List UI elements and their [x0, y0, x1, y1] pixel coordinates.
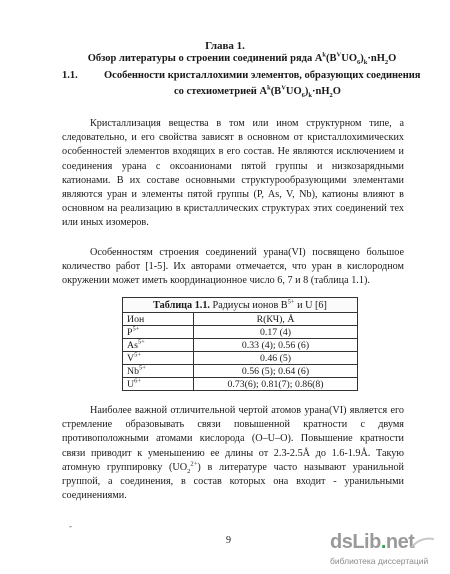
dslib-subtitle: библиотека диссертаций	[330, 556, 429, 566]
section-title-line1: Особенности кристаллохимии элементов, образующих соединения	[104, 70, 421, 81]
chapter-heading: Глава 1.	[205, 40, 245, 52]
logo-swoosh-icon	[410, 533, 440, 553]
table-row	[123, 378, 358, 391]
table-grid	[122, 312, 358, 391]
paragraph-uranyl-group: Наиболее важной отличительной чертой атомов урана(VI) является его стремление образовывать связи повышенной кратности с двумя противоположными атомами кислорода (O–U–O). Повышение кратности связи приводит к уменьшению ее длины от 2.3-2.5Å до 1.6-1.9Å. Такую атомную группировку $(UO_2^{2+})$ в литературе часто называют уранильной группой, а соединения, в состав которых она входит - уранильными соединениями.	[62, 405, 404, 502]
col-radius-header: R(КЧ), Å	[194, 313, 358, 326]
radius-cell: 0.33 (4); 0.56 (6)	[194, 339, 358, 352]
table-row	[123, 352, 358, 365]
col-ion-header: Ион	[123, 313, 194, 326]
ion-radii-table	[122, 297, 358, 391]
ion-cell: $P^{5+}$	[123, 326, 194, 339]
table-header-row	[123, 313, 358, 326]
paragraph-uranium-compounds: Особенностям строения соединений урана(VI) посвящено большое количество работ [1-5]. Их авторами отмечается, что уран в кислородном окружении может иметь координационное число 6, 7 и 8 (таблица 1.1).	[62, 247, 404, 287]
chapter-title: Обзор литературы о строении соединений ряда $A^k(B^VUO_6)_k\cdot nH_2O$	[87, 51, 397, 67]
radius-cell: 0.46 (5)	[194, 352, 358, 365]
radius-cell: 0.56 (5); 0.64 (6)	[194, 365, 358, 378]
ion-cell: $V^{5+}$	[123, 352, 194, 365]
section-number: 1.1.	[62, 70, 78, 81]
section-title-line2: со стехиометрией $A^k(B^VUO_6)_k\cdot nH_2O$	[174, 84, 341, 100]
page-number: 9	[226, 535, 231, 546]
table-row	[123, 365, 358, 378]
dslib-watermark	[330, 529, 448, 569]
radius-cell: 0.17 (4)	[194, 326, 358, 339]
ion-cell: $As^{5+}$	[123, 339, 194, 352]
radius-cell: 0.73(6); 0.81(7); 0.86(8)	[194, 378, 358, 391]
margin-mark: -	[69, 521, 72, 531]
table-caption: Таблица 1.1. Радиусы ионов $B^{5+}$ и U [6]	[122, 297, 358, 312]
ion-cell: $U^{6+}$	[123, 378, 194, 391]
ion-cell: $Nb^{5+}$	[123, 365, 194, 378]
paragraph-crystallization: Кристаллизация вещества в том или ином структурном типе, а следовательно, и его свойства зависят в основном от кристаллохимических особенностей элементов входящих в его состав. Не являются исключением и соединения урана с оксоанионами пятой группы и низкозарядными катионами. В их составе основными структурообразующими элементами являются уран и элементы пятой группы (P, As, V, Nb), катионы влияют в основном на реализацию в кристаллических структурах этих соединений тех или иных изомеров.	[62, 118, 404, 229]
dslib-logo: dsLib.net	[330, 531, 415, 553]
table-row	[123, 326, 358, 339]
table-row	[123, 339, 358, 352]
